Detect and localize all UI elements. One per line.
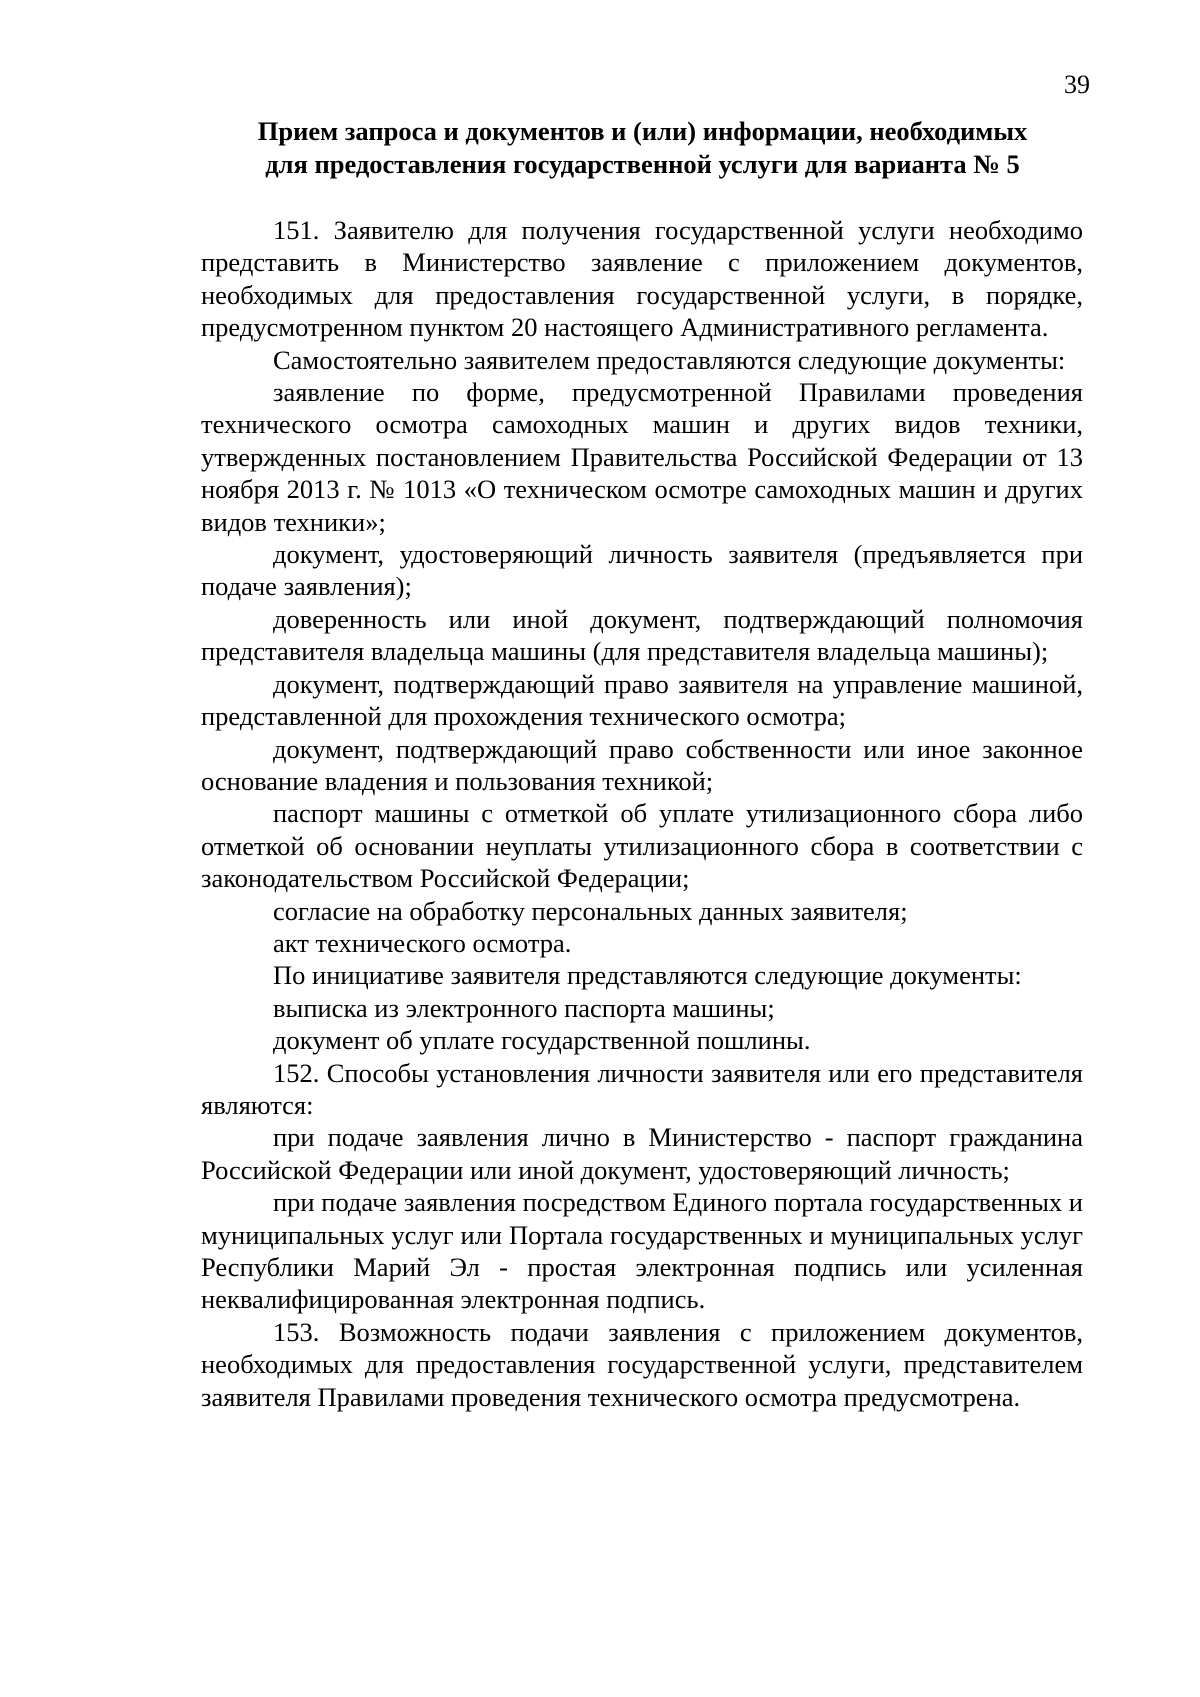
list-item: документ, удостоверяющий личность заявителя (предъявляется при подаче заявления); bbox=[201, 539, 1083, 602]
document-body bbox=[201, 214, 1083, 1413]
list-item: при подаче заявления лично в Министерство - паспорт гражданина Российской Федерации или иной документ, удостоверяющий личность; bbox=[201, 1122, 1083, 1185]
list-item: документ, подтверждающий право заявителя на управление машиной, представленной для прохождения технического осмотра; bbox=[201, 668, 1083, 732]
heading-line-1: Прием запроса и документов и (или) информации, необходимых bbox=[257, 116, 1028, 146]
list-item: выписка из электронного паспорта машины; bbox=[273, 992, 775, 1023]
list-item: паспорт машины с отметкой об уплате утилизационного сбора либо отметкой об основании неуплаты утилизационного сбора в соответствии с законодательством Российской Федерации; bbox=[201, 798, 1083, 894]
paragraph-151: 151. Заявителю для получения государственной услуги необходимо представить в Министерство заявление с приложением документов, необходимых для предоставления государственной услуги, в порядке, предусмотренном пунктом 20 настоящего Административного регламента. bbox=[201, 215, 1083, 343]
paragraph-152: 152. Способы установления личности заявителя или его представителя являются: bbox=[201, 1057, 1083, 1120]
list-item: документ об уплате государственной пошлины. bbox=[273, 1025, 811, 1056]
list-item: при подаче заявления посредством Единого портала государственных и муниципальных услуг или Портала государственных и муниципальных услуг Республики Марий Эл - простая электронная подпись или усиленная неквалифицированная электронная подпись. bbox=[201, 1187, 1083, 1315]
paragraph-153: 153. Возможность подачи заявления с приложением документов, необходимых для предоставления государственной услуги, представителем заявителя Правилами проведения технического осмотра предусмотрена. bbox=[201, 1316, 1083, 1412]
heading-line-2: для предоставления государственной услуги для варианта № 5 bbox=[265, 149, 1020, 179]
list-item: согласие на обработку персональных данных заявителя; bbox=[273, 895, 908, 926]
list-item: заявление по форме, предусмотренной Правилами проведения технического осмотра самоходных машин и других видов техники, утвержденных постановлением Правительства Российской Федерации от 13 ноября 2013 г. № 1013 «О техническом осмотре самоходных машин и других видов техники»; bbox=[201, 377, 1083, 537]
paragraph-self-provided-intro: Самостоятельно заявителем предоставляются следующие документы: bbox=[273, 344, 1066, 375]
list-item: акт технического осмотра. bbox=[273, 927, 572, 958]
section-heading bbox=[200, 115, 1085, 181]
list-item: доверенность или иной документ, подтверждающий полномочия представителя владельца машины (для представителя владельца машины); bbox=[201, 603, 1083, 667]
page-number: 39 bbox=[1064, 70, 1090, 99]
paragraph-initiative-intro: По инициативе заявителя представляются следующие документы: bbox=[273, 960, 1022, 991]
list-item: документ, подтверждающий право собственности или иное законное основание владения и пользования техникой; bbox=[201, 733, 1083, 796]
